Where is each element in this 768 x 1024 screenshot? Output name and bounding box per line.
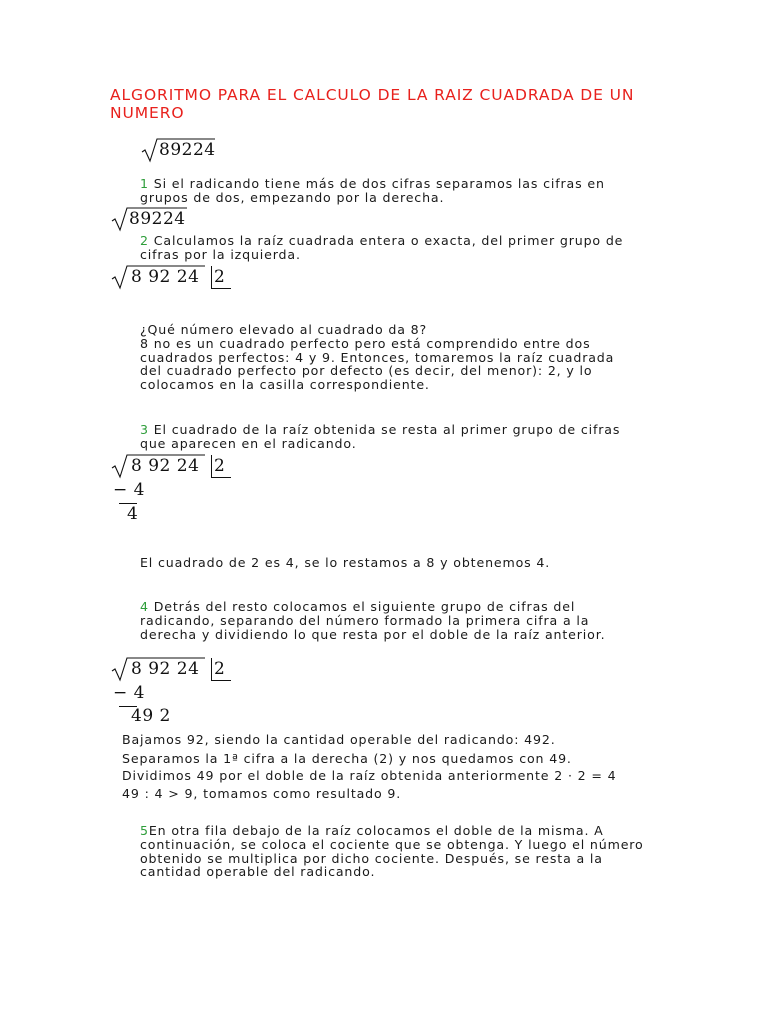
root-value: 2 (214, 456, 226, 476)
step-4-number: 4 (140, 599, 149, 614)
step-1-text: Si el radicando tiene más de dos cifras separamos las cifras en grupos de dos, empezando por la derecha. (140, 176, 605, 205)
explanation-question: ¿Qué número elevado al cuadrado da 8? (140, 322, 428, 337)
explanation-line-2: Separamos la 1ª cifra a la derecha (2) y nos quedamos con 49. (122, 751, 572, 766)
radicand-grouped-value: 8 92 24 (131, 267, 200, 287)
root-value: 2 (214, 267, 226, 287)
explanation-step-2 (140, 323, 640, 392)
step-3-text: El cuadrado de la raíz obtenida se resta al primer grupo de cifras que aparecen en el radicando. (140, 422, 621, 451)
document-title: ALGORITMO PARA EL CALCULO DE LA RAIZ CUADRADA DE UN NUMERO (110, 86, 635, 122)
step-3 (140, 423, 640, 451)
subtrahend: − 4 (113, 683, 145, 703)
step-4-text: Detrás del resto colocamos el siguiente grupo de cifras del radicando, separando del número formado la primera cifra a la derecha y dividiendo lo que resta por el doble de la raíz anterior. (140, 599, 606, 642)
radicand-value: 89224 (129, 209, 186, 229)
step-2 (140, 234, 650, 262)
radical-grouped-2 (110, 453, 240, 481)
radical-grouped-1 (110, 264, 240, 292)
step-5 (140, 824, 650, 879)
step-5-number: 5 (140, 823, 149, 838)
explanation-line-1: Bajamos 92, siendo la cantidad operable del radicando: 492. (122, 732, 556, 747)
step-2-number: 2 (140, 233, 149, 248)
radical-radicand-split (110, 206, 190, 232)
explanation-line-3: Dividimos 49 por el doble de la raíz obtenida anteriormente 2 · 2 = 4 (122, 768, 617, 783)
explanation-step-4 (122, 731, 642, 802)
step-4 (140, 600, 640, 641)
step-1-number: 1 (140, 176, 149, 191)
step-5-text: En otra fila debajo de la raíz colocamos el doble de la misma. A continuación, se coloca el cociente que se obtenga. Y luego el número obtenido se multiplica por dicho cociente. Después, se resta a la cantidad operable del radicando. (140, 823, 644, 880)
step-2-text: Calculamos la raíz cuadrada entera o exacta, del primer grupo de cifras por la izquierda. (140, 233, 624, 262)
remainder: 4 (127, 504, 139, 524)
radical-radicand (140, 137, 220, 163)
radicand-grouped-value: 8 92 24 (131, 456, 200, 476)
radicand-grouped-value: 8 92 24 (131, 659, 200, 679)
radical-grouped-3 (110, 656, 240, 684)
explanation-step-3: El cuadrado de 2 es 4, se lo restamos a 8 y obtenemos 4. (140, 555, 551, 570)
explanation-line-4: 49 : 4 > 9, tomamos como resultado 9. (122, 786, 402, 801)
subtrahend: − 4 (113, 480, 145, 500)
step-1 (140, 177, 640, 205)
root-value: 2 (214, 659, 226, 679)
explanation-answer: 8 no es un cuadrado perfecto pero está comprendido entre dos cuadrados perfectos: 4 y 9. Entonces, tomaremos la raíz cuadrada del cuadrado perfecto por defecto (es decir, del menor): 2, y lo colocamos en la casilla correspondiente. (140, 335, 615, 393)
radicand-value: 89224 (159, 140, 216, 160)
step-3-number: 3 (140, 422, 149, 437)
operable-quantity: 49 2 (131, 706, 171, 726)
